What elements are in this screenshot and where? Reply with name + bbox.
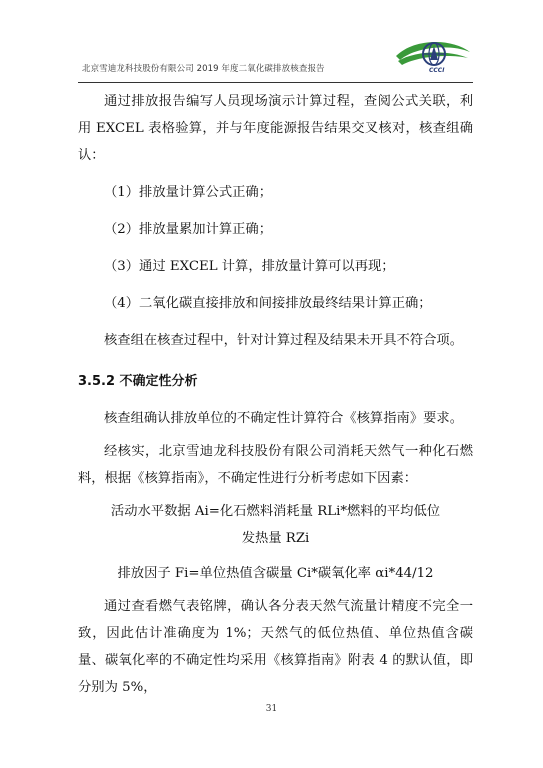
- emission-factor-formula: 排放因子 Fi=单位热值含碳量 Ci*碳氧化率 αi*44/12: [117, 566, 434, 581]
- page-header: [78, 42, 473, 83]
- document-body: [78, 88, 473, 701]
- logo-text: CCCI: [429, 67, 445, 74]
- uncertainty-paragraph-1: 核查组确认排放单位的不确定性计算符合《核算指南》要求。: [104, 411, 464, 426]
- ccci-logo: [394, 34, 472, 80]
- list-item: （3）通过 EXCEL 计算，排放量计算可以再现；: [104, 259, 395, 274]
- intro-paragraph: 通过排放报告编写人员现场演示计算过程，查阅公式关联，利用 EXCEL 表格验算，并与年度能源报告结果交叉核对，核查组确认：: [78, 94, 473, 163]
- list-item: （4）二氧化碳直接排放和间接排放最终结果计算正确；: [104, 296, 432, 311]
- uncertainty-paragraph-3: 通过查看燃气表铭牌，确认各分表天然气流量计精度不完全一致，因此估计准确度为 1%；天然气的低位热值、单位热值含碳量、碳氧化率的不确定性均采用《核算指南》附表 4 的默认值，即分别为 5%，: [78, 599, 473, 695]
- list-item: （2）排放量累加计算正确；: [104, 222, 273, 237]
- list-item: （1）排放量计算公式正确；: [104, 185, 273, 200]
- page-number: 31: [265, 704, 278, 714]
- conclusion-paragraph: 核查组在核查过程中，针对计算过程及结果未开具不符合项。: [104, 333, 464, 348]
- header-title: 北京雪迪龙科技股份有限公司 2019 年度二氧化碳排放核查报告: [82, 64, 325, 74]
- activity-data-formula: 活动水平数据 Ai=化石燃料消耗量 RLi*燃料的平均低位发热量 RZi: [110, 504, 441, 546]
- section-heading: 3.5.2 不确定性分析: [78, 374, 198, 389]
- uncertainty-paragraph-2: 经核实，北京雪迪龙科技股份有限公司消耗天然气一种化石燃料，根据《核算指南》，不确定性进行分析考虑如下因素：: [78, 444, 473, 486]
